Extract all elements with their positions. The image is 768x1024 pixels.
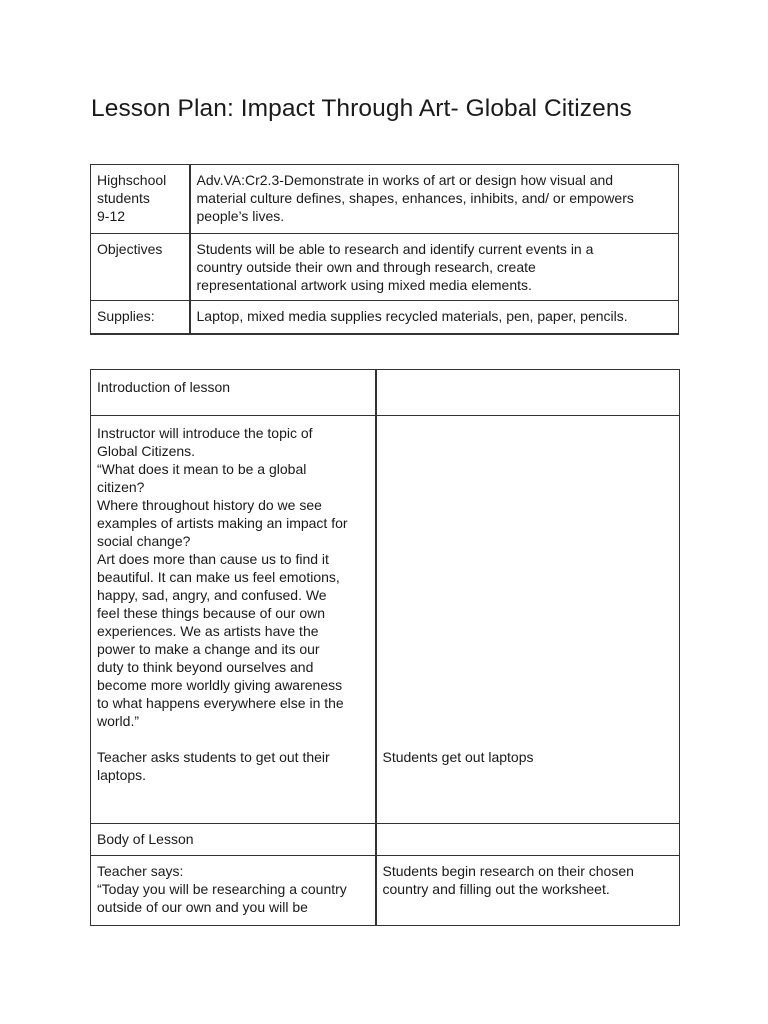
body-teacher-cell [91, 856, 376, 926]
intro-text-line: power to make a change and its our [97, 641, 320, 657]
table-row [91, 824, 680, 856]
body-teacher-line: outside of our own and you will be [97, 899, 308, 915]
objectives-label-text: Objectives [97, 241, 163, 257]
table-row [91, 856, 680, 926]
intro-header-empty-cell [376, 370, 680, 416]
standards-table [90, 164, 679, 335]
standard-line: people’s lives. [196, 208, 285, 224]
intro-text-line: citizen? [97, 479, 145, 495]
body-student-line: Students begin research on their chosen [382, 863, 634, 879]
standard-line: Adv.VA:Cr2.3-Demonstrate in works of art or design how visual and [196, 172, 614, 188]
body-header: Body of Lesson [97, 831, 194, 847]
objectives-label [91, 234, 190, 301]
intro-teacher-cell [91, 416, 376, 824]
intro-text-line: experiences. We as artists have the [97, 623, 319, 639]
paragraph-spacer [97, 730, 369, 748]
teacher-instruction-line: laptops. [97, 767, 147, 783]
table-row [91, 234, 679, 301]
table-row [91, 370, 680, 416]
intro-text-line: world.” [97, 713, 140, 729]
grade-level-line: students [97, 190, 150, 206]
body-header-cell [91, 824, 376, 856]
intro-text-line: happy, sad, angry, and confused. We [97, 587, 327, 603]
intro-header-cell [91, 370, 376, 416]
student-action-line: Students get out laptops [382, 749, 534, 765]
body-student-cell [376, 856, 680, 926]
intro-text-line: examples of artists making an impact for [97, 515, 348, 531]
intro-text-line: “What does it mean to be a global [97, 461, 307, 477]
table-row [91, 165, 679, 234]
intro-text-line: Instructor will introduce the topic of [97, 425, 313, 441]
page-title: Lesson Plan: Impact Through Art- Global Citizens [91, 95, 632, 122]
intro-text-line: feel these things because of our own [97, 605, 326, 621]
table-row [91, 416, 680, 824]
objectives-line: country outside their own and through research, create [196, 259, 536, 275]
body-teacher-line: “Today you will be researching a country [97, 881, 347, 897]
supplies-line: Laptop, mixed media supplies recycled materials, pen, paper, pencils. [196, 308, 628, 324]
standard-cell [190, 165, 679, 234]
intro-text-line: duty to think beyond ourselves and [97, 659, 314, 675]
intro-text-line: Where throughout history do we see [97, 497, 322, 513]
objectives-cell [190, 234, 679, 301]
intro-text-line: social change? [97, 533, 191, 549]
intro-student-cell [376, 416, 680, 824]
supplies-label [91, 301, 190, 334]
cell-spacer [383, 424, 674, 748]
intro-text-line: beautiful. It can make us feel emotions, [97, 569, 340, 585]
body-header-empty-cell [376, 824, 680, 856]
intro-text-line: Art does more than cause us to find it [97, 551, 329, 567]
intro-text-line: become more worldly giving awareness [97, 677, 343, 693]
lesson-table [90, 369, 680, 926]
supplies-label-text: Supplies: [97, 308, 155, 324]
table-row [91, 301, 679, 334]
intro-text-line: to what happens everywhere else in the [97, 695, 344, 711]
grade-level-line: 9-12 [97, 208, 126, 224]
teacher-instruction-line: Teacher asks students to get out their [97, 749, 330, 765]
body-student-line: country and filling out the worksheet. [382, 881, 610, 897]
grade-level-line: Highschool [97, 172, 167, 188]
body-teacher-line: Teacher says: [97, 863, 184, 879]
grade-level-cell [91, 165, 190, 234]
objectives-line: representational artwork using mixed media elements. [196, 277, 532, 293]
objectives-line: Students will be able to research and identify current events in a [196, 241, 594, 257]
intro-text-line: Global Citizens. [97, 443, 196, 459]
standard-line: material culture defines, shapes, enhances, inhibits, and/ or empowers [196, 190, 634, 206]
supplies-cell [190, 301, 679, 334]
intro-header: Introduction of lesson [97, 379, 231, 395]
